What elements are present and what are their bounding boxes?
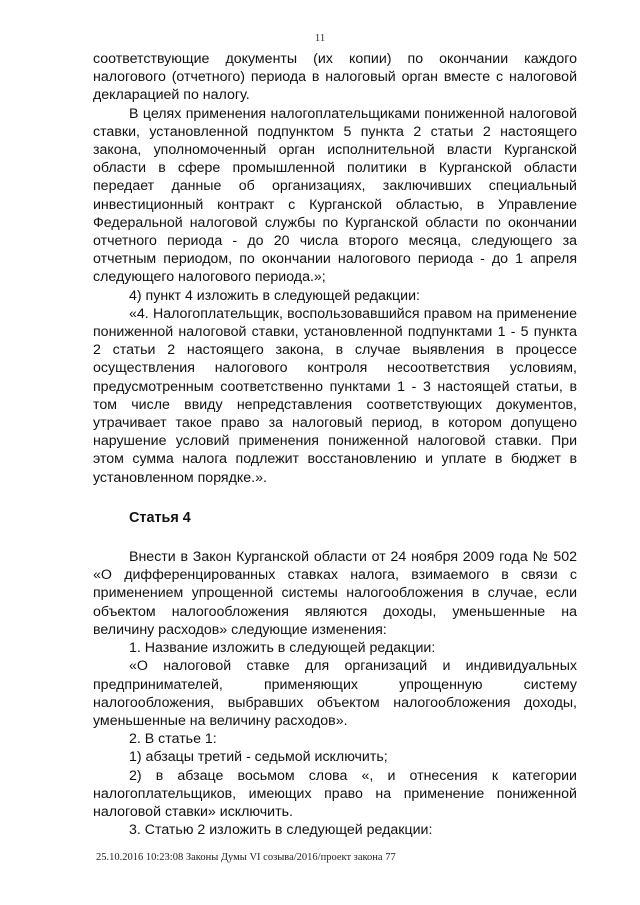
- paragraph-item-4-intro: 4) пункт 4 изложить в следующей редакции:: [129, 287, 420, 304]
- article-heading: Статья 4: [129, 509, 191, 526]
- paragraph-article-2-change: 3. Статью 2 изложить в следующей редакции:: [129, 822, 433, 839]
- paragraph-tax-rate-data: В целях применения налогоплательщиками пониженной налоговой ставки, установленной подпунктом 5 пункта 2 статьи 2 настоящего закона, уполномоченный орган исполнительной власти Курганской области в сфере промышленной политики в Курганской области передает данные об организациях, заключивших специальный инвестиционный контракт с Курганской областью, в Управление Федеральной налоговой службы по Курганской области по окончании отчетного периода - до 20 числа второго месяца, следующего за отчетным периодом, по окончании налогового периода - до 1 апреля следующего налогового периода.»;: [93, 105, 577, 286]
- paragraph-continuation: соответствующие документы (их копии) по окончании каждого налогового (отчетного) периода в налоговый орган вместе с налоговой декларацией по налогу.: [93, 51, 577, 104]
- paragraph-amend-law-502: Внести в Закон Курганской области от 24 ноября 2009 года № 502 «О дифференцированных ставках налога, взимаемого в связи с применением упрощенной системы налогообложения в случае, если объектом налогообложения являются доходы, уменьшенные на величину расходов» следующие изменения:: [93, 549, 577, 638]
- footer-file-path: 25.10.2016 10:23:08 Законы Думы VI созыва/2016/проект закона 77: [96, 852, 396, 863]
- paragraph-article-1: 2. В статье 1:: [129, 731, 217, 748]
- document-body: [93, 50, 577, 839]
- paragraph-item-4-text: «4. Налогоплательщик, воспользовавшийся правом на применение пониженной налоговой ставки, установленной подпунктами 1 - 5 пункта 2 статьи 2 настоящего закона, в случае выявления в процессе осуществления налогового контроля несоответствия условиям, предусмотренным соответственно пунктами 1 - 3 настоящей статьи, в том числе ввиду непредставления соответствующих документов, утрачивает такое право за налоговый период, в котором допущено нарушение условий применения пониженной налоговой ставки. При этом сумма налога подлежит восстановлению и уплате в бюджет в установленном порядке.».: [93, 305, 577, 486]
- page-number: 11: [314, 32, 326, 44]
- paragraph-subitem-2: 2) в абзаце восьмом слова «, и отнесения к категории налогоплательщиков, имеющих право на применение пониженной налоговой ставки» исключить.: [93, 767, 577, 820]
- paragraph-subitem-1: 1) абзацы третий - седьмой исключить;: [129, 749, 388, 766]
- paragraph-title-change: 1. Название изложить в следующей редакции:: [129, 640, 436, 657]
- paragraph-new-title: «О налоговой ставке для организаций и индивидуальных предпринимателей, применяющих упрощенную систему налогообложения, выбравших объектом налогообложения доходы, уменьшенные на величину расходов».: [93, 658, 577, 729]
